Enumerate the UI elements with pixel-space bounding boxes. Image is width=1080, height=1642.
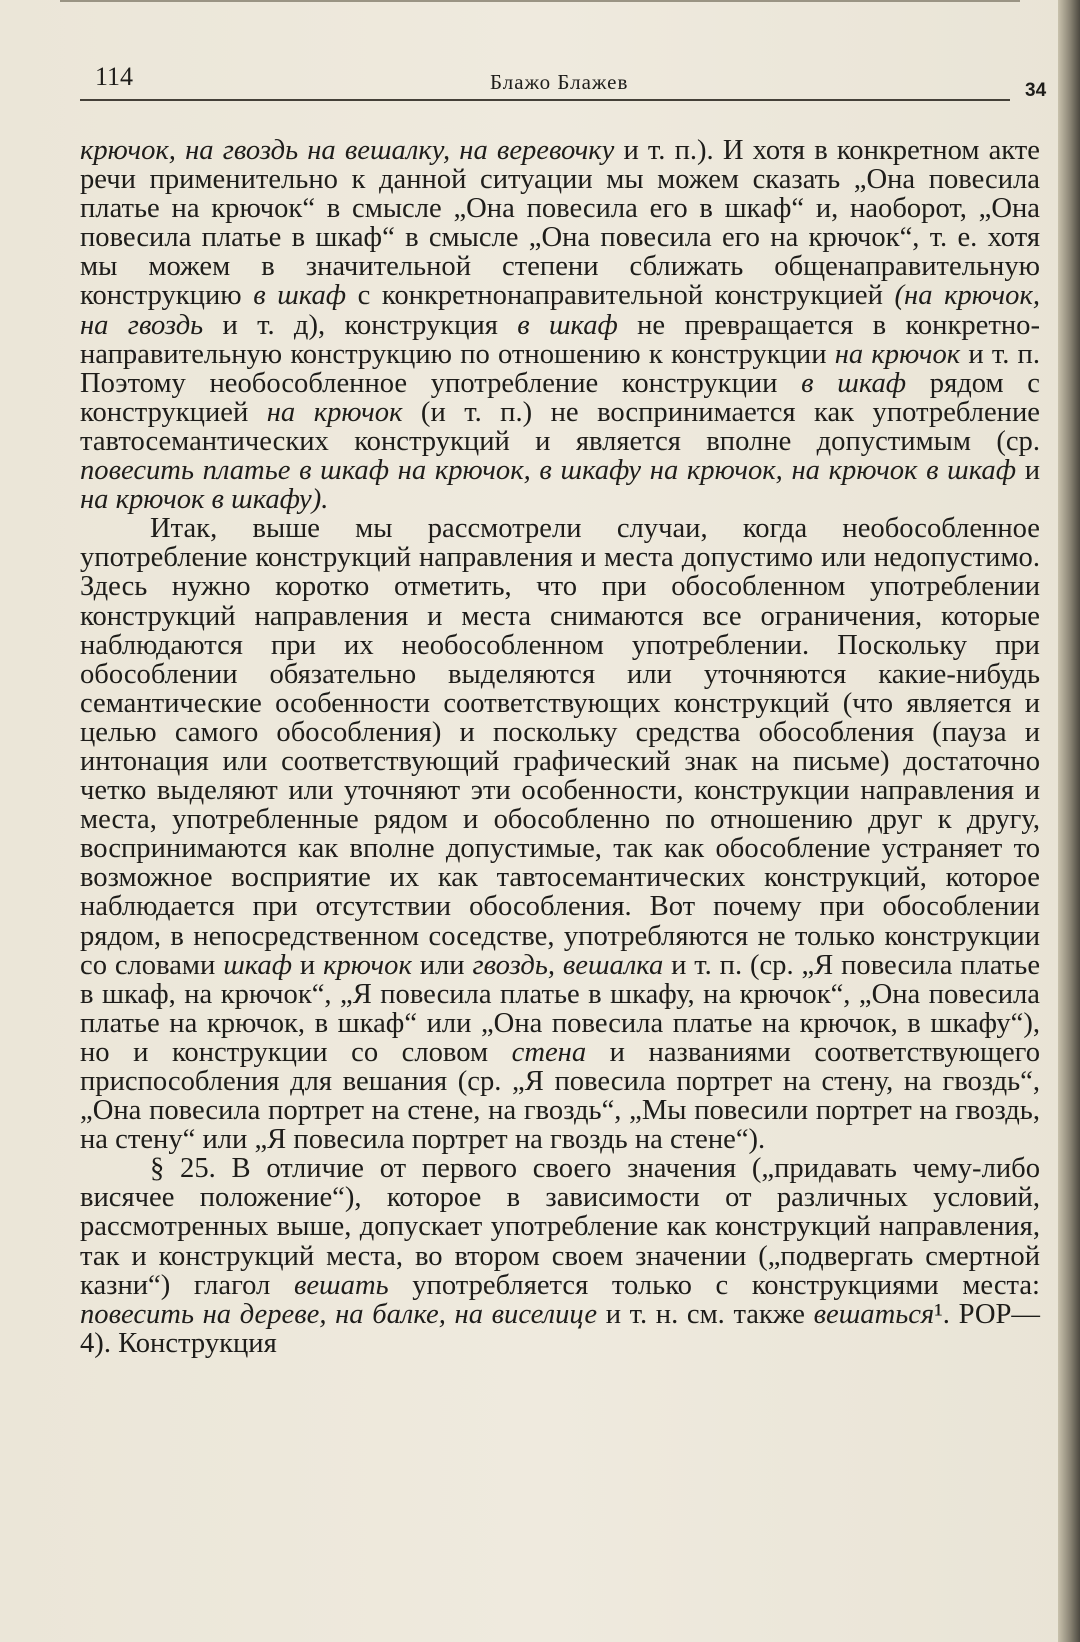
italic-text-run: в шкаф [801,367,907,399]
paragraph [80,1154,1040,1358]
italic-text-run: в шкаф [517,309,618,341]
italic-text-run: шкаф [223,949,293,981]
italic-text-run: гвоздь, вешалка [472,949,664,981]
top-edge-rule [60,0,1020,2]
text-run: с конкретнонаправительной конструкцией [346,280,895,312]
italic-text-run: (на крючок, на гвоздь [80,280,1041,341]
corner-number: 34 [1025,80,1047,101]
italic-text-run: в шкаф [253,280,347,312]
text-run: и [292,949,324,981]
text-run: рядом с конструкцией [80,367,1040,428]
italic-text-run: крючок, на гвоздь на вешалку, на веревочку [80,135,615,166]
text-run: употребляется только с конструкциями места: [388,1269,1040,1301]
italic-text-run: вешаться [813,1298,935,1330]
text-run: и т. п. (ср. „Я повесила платье в шкаф, на крючок“, „Я повесила платье в шкафу, на крючок“, „Она повесила платье на крючок, в шкаф“ или „Она повесила платье на крючок, в шкафу“), но и конструкции со словом [80,949,1041,1068]
italic-text-run: на крючок [266,396,403,428]
text-run: и т. д), конструкция [203,309,518,341]
text-run: или [411,949,473,981]
italic-text-run: на крючок [834,338,961,370]
text-run: § 25. В отличие от первого своего значения („придавать чему-либо висячее положение“), которое в зависимости от различных условий, рассмотренных выше, допускает употребление как конструкций направления, так и конструкций места, во втором своем значении („подвергать смертной казни“) глагол [80,1153,1040,1301]
italic-text-run: повесить платье в шкаф на крючок, в шкафу на крючок, на крючок в шкаф [80,455,1017,487]
running-title: Блажо Блажев [490,70,629,94]
text-run: (и т. п.) не воспринимается как употребление тавтосемантических конструкций и является вполне допустимым (ср. [80,396,1040,457]
italic-text-run: повесить на дереве, на балке, на виселице [80,1298,598,1330]
text-run: и названиями соответствующего приспособления для вешания (ср. „Я повесила портрет на стену, на гвоздь“, „Она повесила портрет на стене, на гвоздь“, „Мы повесили портрет на гвоздь, на стену“ или „Я повесила портрет на гвоздь на стене“). [80,1036,1040,1156]
text-run: и т. п. Поэтому необособленное употребление конструкции [80,338,1041,399]
italic-text-run: крючок [323,949,412,981]
text-run: и т. п.). И хотя в конкретном акте речи применительно к данной ситуации мы можем сказать „Она повесила платье на крючок“ в смысле „Она повесила его в шкаф“ и, наоборот, „Она повесила платье в шкаф“ в смысле „Она повесила его на крючок“, т. е. хотя мы можем в значительной степени сближать общенаправительную конструкцию [80,135,1040,312]
body-text [80,136,1040,1358]
book-spine-shadow [1058,0,1080,1642]
page-number: 114 [95,62,134,91]
paragraph [80,136,1040,514]
italic-text-run: вешать [293,1269,389,1301]
italic-text-run: стена [511,1036,587,1068]
paragraph [80,514,1040,1154]
text-run: и т. н. см. также [597,1298,814,1330]
text-run: не превращается в конкретнонаправительную конструкцию по отношению к конструкции [80,309,1040,370]
header-rule [80,99,1010,101]
text-run: и [1016,455,1041,487]
text-run: ¹. РОР—4). Конструкция [80,1298,1040,1359]
text-run: Итак, выше мы рассмотрели случаи, когда необособленное употребление конструкций направления и места допустимо или недопустимо. Здесь нужно коротко отметить, что при обособленном употреблении конструкций направления и места снимаются все ограничения, которые наблюдаются при их необособленном употреблении. Поскольку при обособлении обязательно выделяются или уточняются какие-нибудь семантические особенности соответствующих конструкций (что является и целью самого обособления) и поскольку средства обособления (пауза и интонация или соответствующий графический знак на письме) достаточно четко выделяют или уточняют эти особенности, конструкции направления и места, употребленные рядом и обособленно по отношению друг к другу, воспринимаются как вполне допустимые, так как обособление устраняет то возможное восприятие их как тавтосемантических конструкций, которое наблюдается при отсутствии обособления. Вот почему при обособлении рядом, в непосредственном соседстве, употребляются не только конструкции со словами [80,513,1040,981]
italic-text-run: на крючок в шкафу). [80,484,329,516]
